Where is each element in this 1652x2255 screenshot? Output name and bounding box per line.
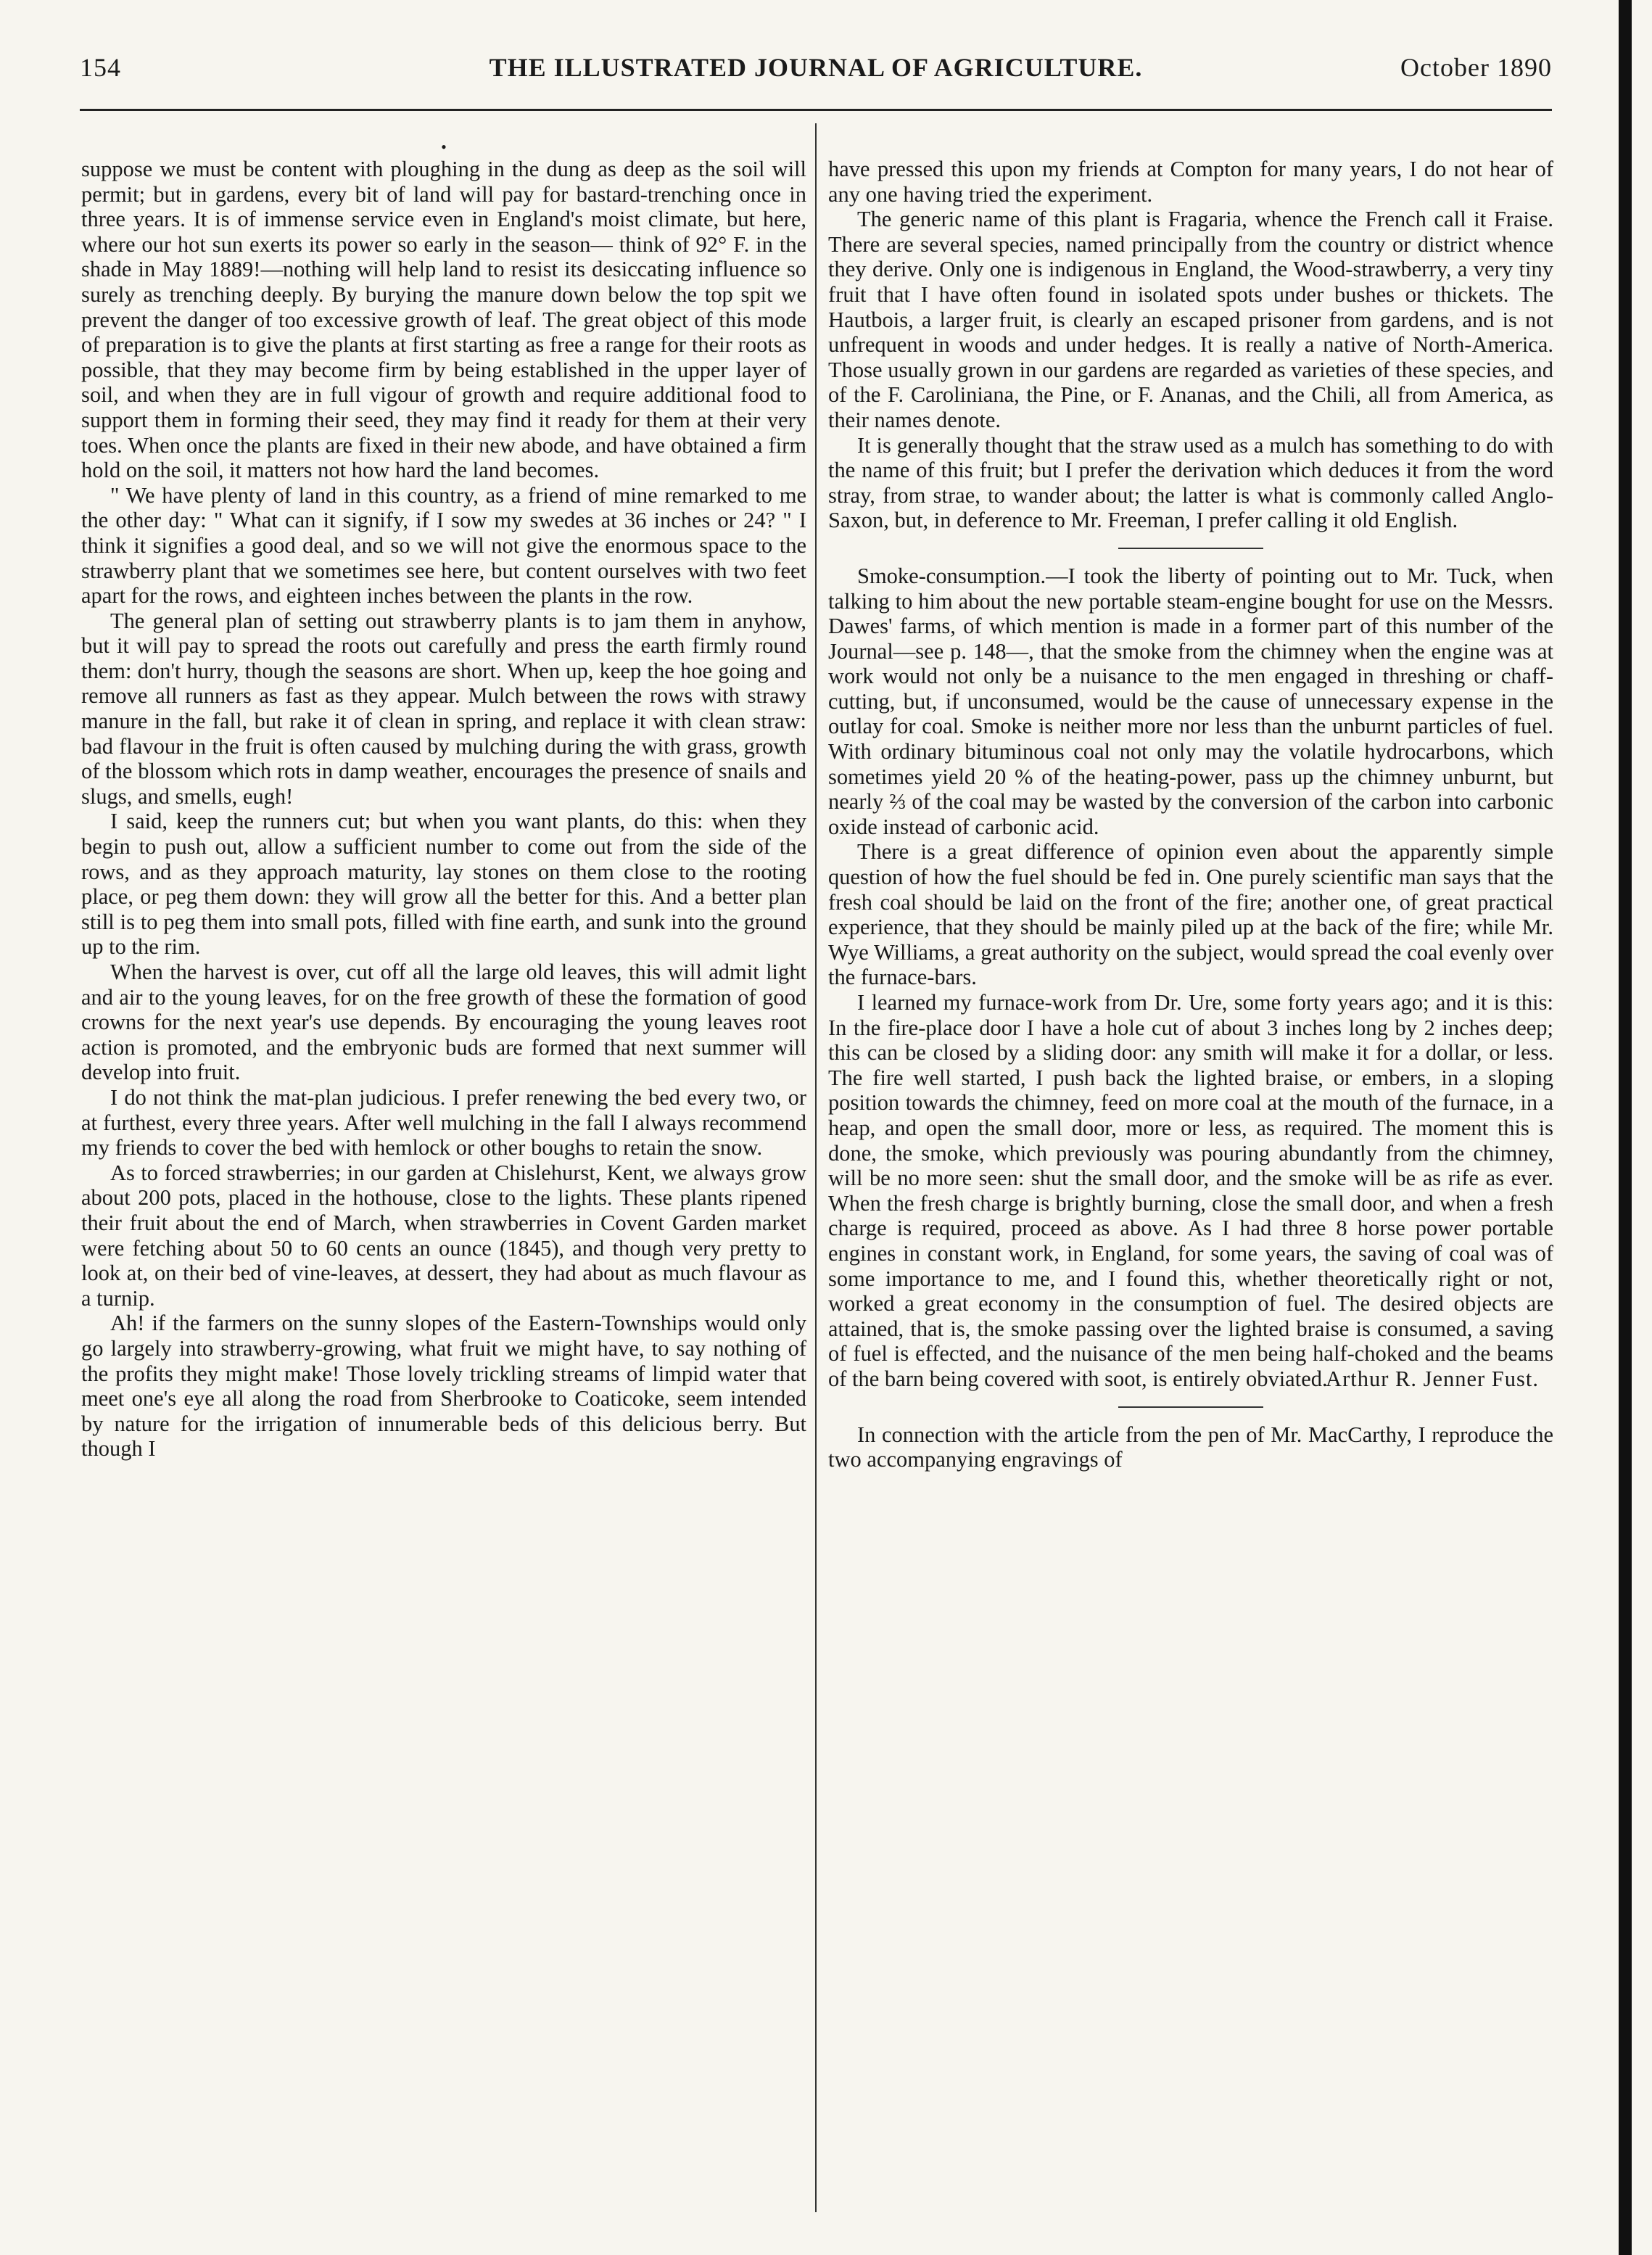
left-paragraph-8: Ah! if the farmers on the sunny slopes of the Eastern-Townships would only go largely into strawberry-growing, what fruit we might have, to say nothing of the profits they might make! Those lovely trickling streams of limpid water that meet one's eye all along the road from Sherbrooke to Coaticoke, seem intended by nature for the irrigation of innumerable beds of this delicious berry. But though I	[81, 1311, 806, 1462]
section-separator	[1118, 548, 1263, 549]
left-column	[81, 138, 806, 1462]
right-paragraph-4: Smoke-consumption.—I took the liberty of pointing out to Mr. Tuck, when talking to him about the new portable steam-engine bought for use on the Messrs. Dawes' farms, of which mention is made in a former part of this number of the Journal—see p. 148—, that the smoke from the chimney when the engine was at work would not only be a nuisance to the men engaged in threshing or chaff-cutting, but, if unconsumed, would be the cause of unnecessary expense in the outlay for coal. Smoke is neither more nor less than the unburnt particles of fuel. With ordinary bituminous coal not only may the volatile hydrocarbons, which sometimes yield 20 % of the heating-power, pass up the chimney unburnt, but nearly ⅔ of the coal may be wasted by the conversion of the carbon into carbonic oxide instead of carbonic acid.	[828, 563, 1553, 839]
page-number: 154	[80, 53, 121, 82]
left-paragraph-4: I said, keep the runners cut; but when you want plants, do this: when they begin to push out, allow a sufficient number to come out from the side of the rows, and as they approach maturity, lay stones on them close to the rooting place, or peg them down: they will grow all the better for this. And a better plan still is to peg them into small pots, filled with fine earth, and sunk into the ground up to the rim.	[81, 809, 806, 960]
left-paragraph-3: The general plan of setting out strawberry plants is to jam them in anyhow, but it will pay to spread the roots out carefully and press the earth firmly round them: don't hurry, though the seasons are short. When up, keep the hoe going and remove all runners as fast as they appear. Mulch between the rows with strawy manure in the fall, but rake it of clean in spring, and replace it with clean straw: bad flavour in the fruit is often caused by mulching during the with grass, growth of the blossom which rots in damp weather, encourages the presence of snails and slugs, and smells, eugh!	[81, 608, 806, 809]
page-header	[80, 52, 1552, 96]
right-column	[828, 138, 1553, 1472]
right-paragraph-3: It is generally thought that the straw used as a mulch has something to do with the name of this fruit; but I prefer the derivation which deduces it from the word stray, from strae, to wander about; the latter is what is commonly called Anglo-Saxon, but, in deference to Mr. Freeman, I prefer calling it old English.	[828, 432, 1553, 533]
header-rule	[80, 109, 1552, 111]
issue-date: October 1890	[1400, 53, 1552, 82]
left-paragraph-6: I do not think the mat-plan judicious. I prefer renewing the bed every two, or at furthest, every three years. After well mulching in the fall I always recommend my friends to cover the bed with hemlock or other boughs to retain the snow.	[81, 1084, 806, 1161]
section-separator-2	[1118, 1406, 1263, 1408]
right-paragraph-7: In connection with the article from the pen of Mr. MacCarthy, I reproduce the two accompanying engravings of	[828, 1422, 1553, 1472]
journal-title: THE ILLUSTRATED JOURNAL OF AGRICULTURE.	[489, 53, 1143, 82]
right-paragraph-2: The generic name of this plant is Fragaria, whence the French call it Fraise. There are several species, named principally from the country or district whence they derive. Only one is indigenous in England, the Wood-strawberry, a very tiny fruit that I have often found in isolated spots under bushes or thickets. The Hautbois, a larger fruit, is clearly an escaped prisoner from gardens, and is not unfrequent in woods and under hedges. It is really a native of North-America. Those usually grown in our gardens are regarded as varieties of these species, and of the F. Caroliniana, the Pine, or F. Ananas, and the Chili, all from America, as their names denote.	[828, 207, 1553, 432]
scan-edge-bar	[1619, 0, 1632, 2255]
right-paragraph-5: There is a great difference of opinion even about the apparently simple question of how the fuel should be fed in. One purely scientific man says that the fresh coal should be laid on the front of the fire; another one, of great practical experience, that they should be mainly piled up at the back of the fire; while Mr. Wye Williams, a great authority on the subject, would spread the coal evenly over the furnace-bars.	[828, 839, 1553, 990]
signature-line	[828, 1366, 1553, 1392]
author-signature: Arthur R. Jenner Fust.	[1326, 1366, 1539, 1391]
left-paragraph-7: As to forced strawberries; in our garden at Chislehurst, Kent, we always grow about 200 pots, placed in the hothouse, close to the lights. These plants ripened their fruit about the end of March, when strawberries in Covent Garden market were fetching about 50 to 60 cents an ounce (1845), and though very pretty to look at, on their bed of vine-leaves, at dessert, they had about as much flavour as a turnip.	[81, 1160, 806, 1311]
left-paragraph-5: When the harvest is over, cut off all the large old leaves, this will admit light and air to the young leaves, for on the free growth of these the formation of good crowns for the next year's use depends. By encouraging the young leaves root action is promoted, and the embryonic buds are formed that next summer will develop into fruit.	[81, 960, 806, 1085]
left-paragraph-2: " We have plenty of land in this country, as a friend of mine remarked to me the other day: " What can it signify, if I sow my swedes at 36 inches or 24? " I think it signifies a good deal, and so we will not give the enormous space to the strawberry plant that we sometimes see here, but content ourselves with two feet apart for the rows, and eighteen inches between the plants in the row.	[81, 482, 806, 609]
column-divider	[815, 123, 817, 2212]
right-paragraph-6: I learned my furnace-work from Dr. Ure, some forty years ago; and it is this: In the fire-place door I have a hole cut of about 3 inches long by 2 inches deep; this can be closed by a sliding door: any smith will make it for a dollar, or less. The fire well started, I push back the lighted braise, or embers, in a sloping position towards the chimney, feed on more coal at the mouth of the furnace, in a heap, and open the small door, more or less, as required. The moment this is done, the smoke, which previously was pouring abundantly from the chimney, will be no more seen: shut the small door, and the smoke will be as rife as ever. When the fresh charge is brightly burning, close the small door, and when a fresh charge is required, proceed as above. As I had three 8 horse power portable engines in constant work, in England, for some years, the saving of coal was of some importance to me, and I found this, whether theoretically right or not, worked a great economy in the consumption of fuel. The desired objects are attained, that is, the smoke passing over the lighted braise is consumed, a saving of fuel is effected, and the nuisance of the men being half-choked and the beams of the barn being covered with soot, is entirely obviated.	[828, 990, 1553, 1391]
left-paragraph-1: suppose we must be content with ploughing in the dung as deep as the soil will permit; but in gardens, every bit of land will pay for bastard-trenching once in three years. It is of immense service even in England's moist climate, but here, where our hot sun exerts its power so early in the season— think of 92° F. in the shade in May 1889!—nothing will help land to resist its desiccating influence so surely as trenching deeply. By burying the manure down below the top spit we prevent the danger of too excessive growth of leaf. The great object of this mode of preparation is to give the plants at first starting as free a range for their roots as possible, that they may become firm by being established in the upper layer of soil, and when they are in full vigour of growth and require additional food to support them in forming their seed, they may find it ready for them at their very toes. When once the plants are fixed in their new abode, and have obtained a firm hold on the soil, it matters not how hard the land becomes.	[81, 157, 806, 483]
right-paragraph-1: have pressed this upon my friends at Compton for many years, I do not hear of any one having tried the experiment.	[828, 157, 1553, 207]
section-dot: •	[441, 138, 447, 156]
